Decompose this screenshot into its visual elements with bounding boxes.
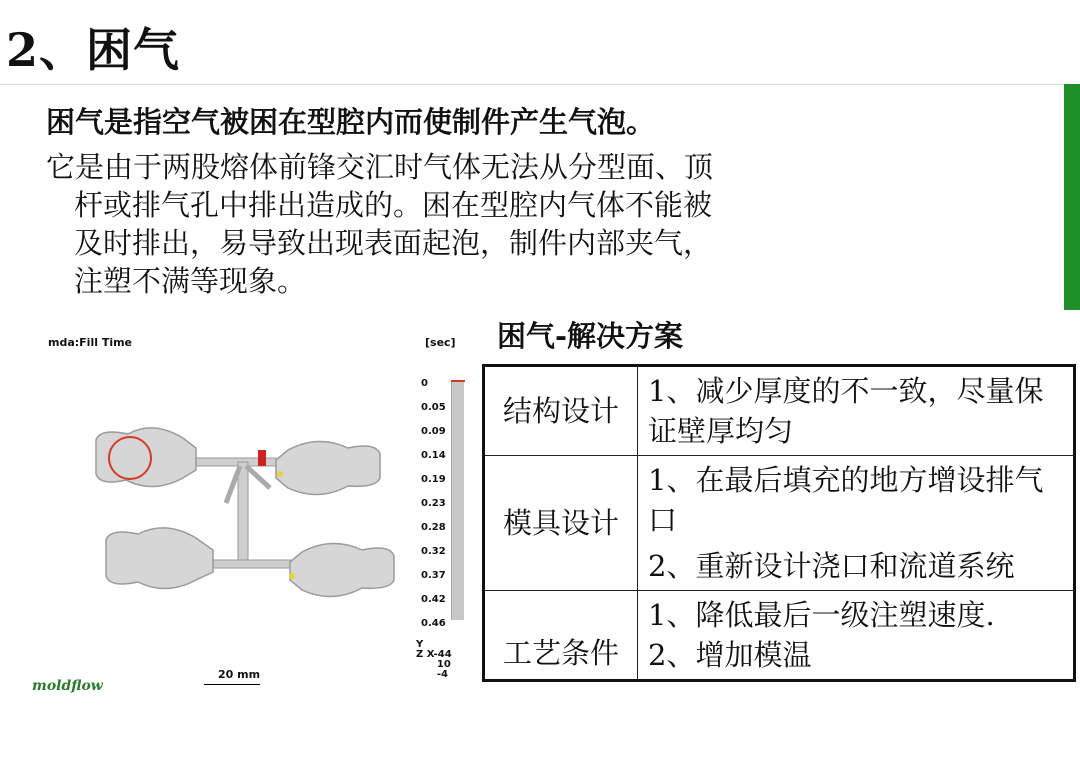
scale-tick: 0.05 <box>421 402 446 413</box>
row-key: 结构设计 <box>484 366 638 456</box>
scale-tick: 0.42 <box>421 594 446 605</box>
paragraph-line: 及时排出，易导致出现表面起泡，制件内部夹气， <box>74 226 713 260</box>
solution-item: 2、增加模温 <box>648 638 812 672</box>
scale-tick: 0.28 <box>421 522 446 533</box>
scale-tick: 0.14 <box>421 450 446 461</box>
solution-item: 2、重新设计浇口和流道系统 <box>648 549 1015 583</box>
row-key: 工艺条件 <box>484 591 638 681</box>
row-content <box>638 591 1075 681</box>
headline: 困气是指空气被困在型腔内而使制件产生气泡。 <box>46 105 656 139</box>
figure-caption: mda:Fill Time <box>48 336 133 349</box>
paragraph-line: 注塑不满等现象。 <box>74 264 307 298</box>
scale-tick: 0.23 <box>421 498 446 509</box>
scale-bar <box>451 382 464 620</box>
scale-tick: 0.37 <box>421 570 446 581</box>
scale-tick: 0.32 <box>421 546 446 557</box>
solution-table <box>482 364 1076 682</box>
slide-title: 2、困气 <box>6 23 181 77</box>
row-content <box>638 456 1075 591</box>
table-row <box>484 366 1075 456</box>
table-row <box>484 456 1075 591</box>
axis-label: Y <box>416 639 424 650</box>
molded-part <box>290 543 394 596</box>
row-key: 模具设计 <box>484 456 638 591</box>
molded-part <box>106 528 213 589</box>
paragraph-line: 它是由于两股熔体前锋交汇时气体无法从分型面、顶 <box>46 150 714 184</box>
axis-label: 10 <box>436 659 451 670</box>
scale-tick: 0.09 <box>421 426 446 437</box>
axis-triad <box>416 640 452 680</box>
solution-item: 1、在最后填充的地方增设排气口 <box>648 463 1044 537</box>
axis-label: Z <box>416 649 424 660</box>
description-paragraph <box>46 148 866 300</box>
molded-part <box>276 441 380 494</box>
row-content <box>638 366 1075 456</box>
solution-item: 1、降低最后一级注塑速度. <box>648 598 995 632</box>
paragraph-line: 杆或排气孔中排出造成的。困在型腔内气体不能被 <box>74 188 713 222</box>
scale-bar-label: 20 mm <box>204 668 260 681</box>
scale-tick: 0.46 <box>421 618 446 629</box>
molded-part <box>96 428 196 487</box>
mold-part-illustration <box>18 328 418 708</box>
solution-item: 1、减少厚度的不一致，尽量保证壁厚均匀 <box>648 374 1044 448</box>
scale-top-mark <box>451 380 465 382</box>
solution-title: 困气-解决方案 <box>497 319 684 353</box>
moldflow-logo: moldflow <box>32 678 103 694</box>
fill-time-figure <box>18 328 478 708</box>
figure-unit: [sec] <box>425 336 456 349</box>
scale-tick: 0.19 <box>421 474 446 485</box>
fill-time-scale <box>421 378 481 628</box>
axis-label: -4 <box>436 669 448 680</box>
axis-label: X-44 <box>426 649 452 660</box>
accent-bar <box>1064 84 1080 310</box>
scale-tick: 0 <box>421 378 428 389</box>
table-row <box>484 591 1075 681</box>
title-divider <box>0 84 1080 85</box>
